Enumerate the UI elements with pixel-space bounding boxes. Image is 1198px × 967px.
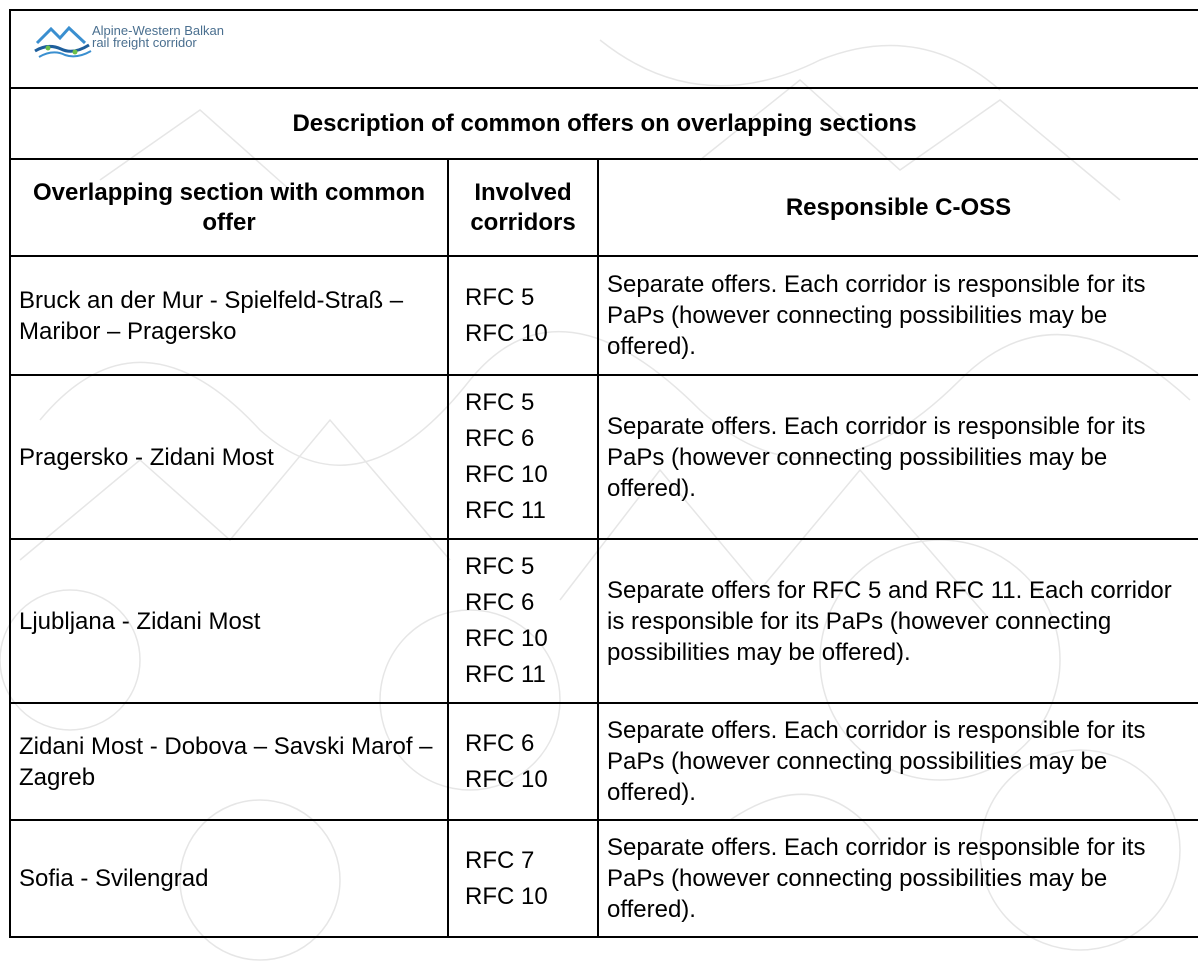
corridor-item: RFC 10: [465, 319, 548, 347]
table-row: [10, 539, 1198, 703]
table-row: [10, 375, 1198, 539]
responsible-cell: Separate offers for RFC 5 and RFC 11. Each corridor is responsible for its PaPs (however connecting possibilities may be offered).: [598, 539, 1198, 703]
header-overlapping-section: Overlapping section with common offer: [10, 159, 448, 256]
corridor-item: RFC 5: [465, 553, 535, 580]
corridor-item: RFC 5: [465, 283, 535, 311]
corridors-cell: [448, 539, 598, 703]
logo-header: [9, 9, 1198, 87]
section-cell: Sofia - Svilengrad: [10, 820, 448, 937]
corridor-item: RFC 10: [465, 625, 548, 652]
corridor-logo-icon: [33, 21, 93, 61]
corridor-item: RFC 10: [465, 765, 548, 793]
logo-line-2: rail freight corridor: [92, 35, 197, 50]
corridors-cell: [448, 256, 598, 375]
corridors-cell: [448, 820, 598, 937]
corridor-item: RFC 7: [465, 846, 535, 874]
overlapping-sections-table: [9, 87, 1198, 938]
corridor-item: RFC 11: [465, 497, 546, 524]
table-row: [10, 703, 1198, 820]
section-cell: Ljubljana - Zidani Most: [10, 539, 448, 703]
corridor-item: RFC 10: [465, 882, 548, 910]
document-frame: [9, 9, 1198, 967]
corridor-item: RFC 5: [465, 389, 535, 416]
corridor-item: RFC 6: [465, 425, 535, 452]
responsible-cell: Separate offers. Each corridor is responsible for its PaPs (however connecting possibilities may be offered).: [598, 256, 1198, 375]
section-cell: Zidani Most - Dobova – Savski Marof – Zagreb: [10, 703, 448, 820]
corridors-cell: [448, 375, 598, 539]
responsible-cell: Separate offers. Each corridor is responsible for its PaPs (however connecting possibilities may be offered).: [598, 820, 1198, 937]
corridor-item: RFC 10: [465, 461, 548, 488]
header-involved-corridors: Involved corridors: [448, 159, 598, 256]
logo-line-1: Alpine-Western Balkan: [92, 23, 224, 38]
responsible-cell: Separate offers. Each corridor is responsible for its PaPs (however connecting possibilities may be offered).: [598, 703, 1198, 820]
corridor-item: RFC 6: [465, 729, 535, 757]
logo-text: [92, 25, 224, 49]
corridor-item: RFC 6: [465, 589, 535, 616]
header-responsible-coss: Responsible C-OSS: [598, 159, 1198, 256]
section-cell: Bruck an der Mur - Spielfeld-Straß – Maribor – Pragersko: [10, 256, 448, 375]
table-row: [10, 820, 1198, 937]
corridor-item: RFC 11: [465, 661, 546, 688]
section-cell: Pragersko - Zidani Most: [10, 375, 448, 539]
corridors-cell: [448, 703, 598, 820]
table-title: Description of common offers on overlapping sections: [10, 88, 1198, 159]
table-row: [10, 256, 1198, 375]
responsible-cell: Separate offers. Each corridor is responsible for its PaPs (however connecting possibilities may be offered).: [598, 375, 1198, 539]
